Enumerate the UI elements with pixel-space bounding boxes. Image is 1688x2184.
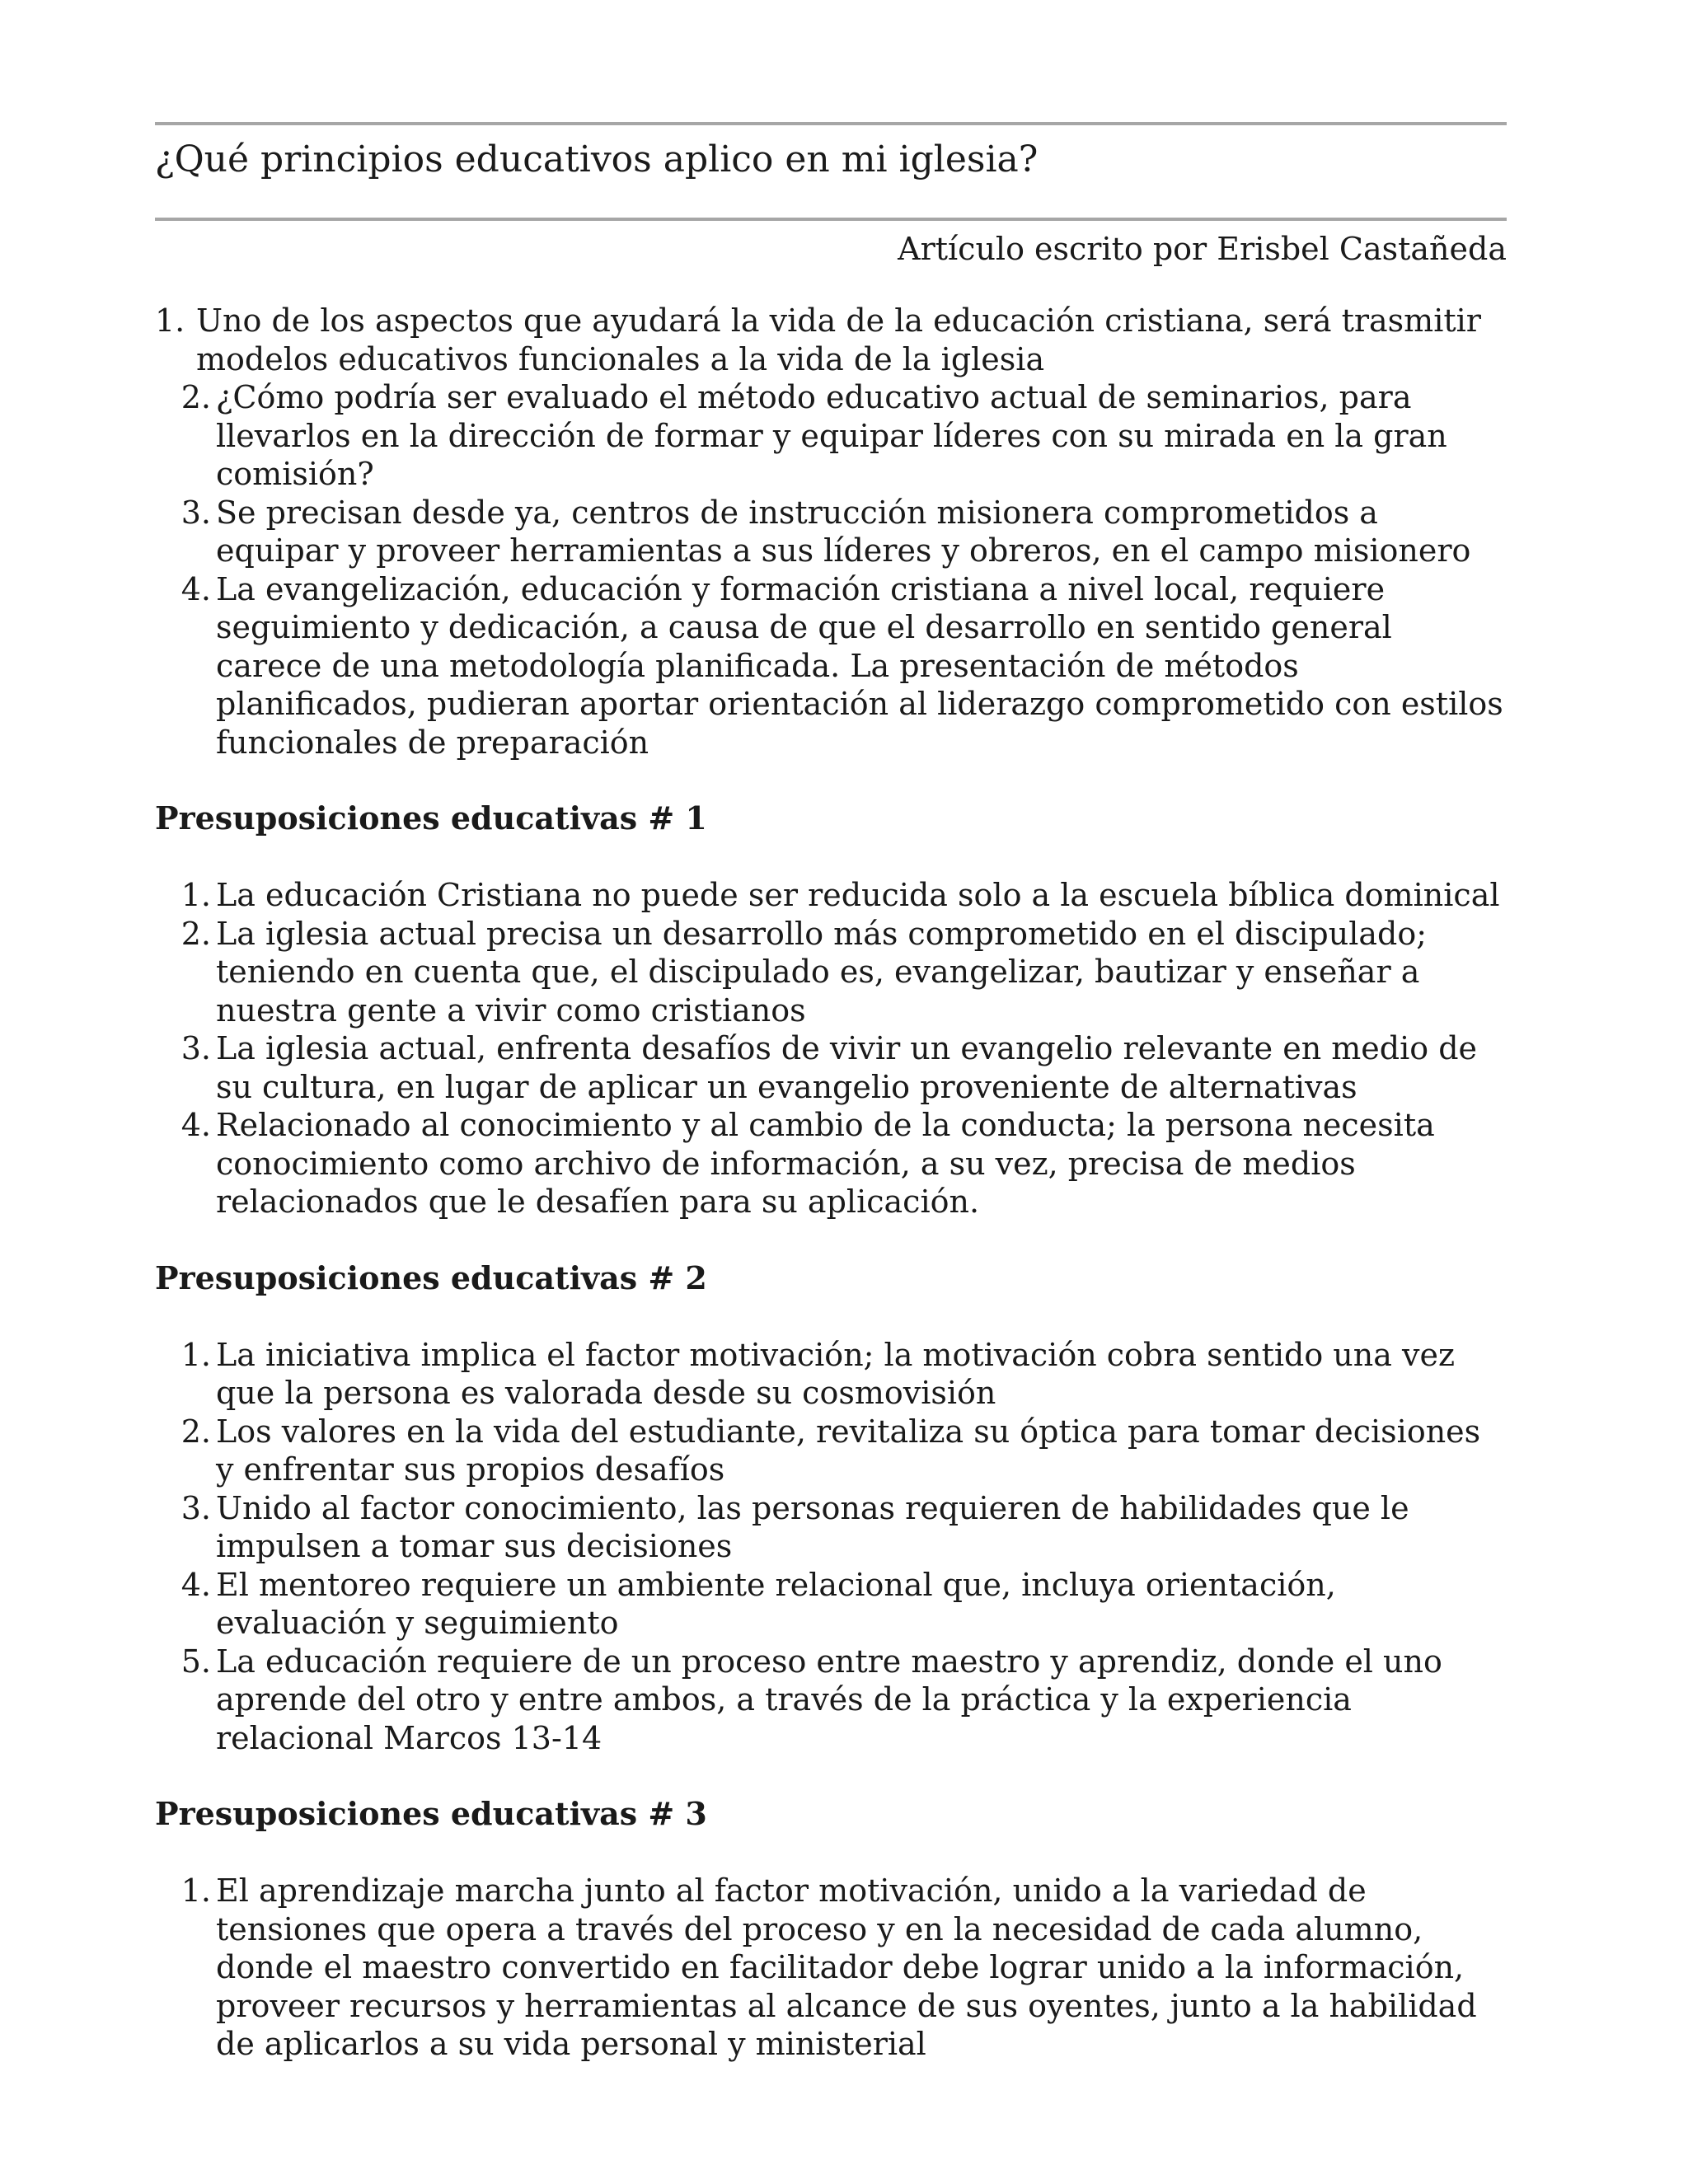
list-item-text: Uno de los aspectos que ayudará la vida de la educación cristiana, será trasmitir modelos educativos funcionales a la vida de la iglesia (196, 302, 1481, 377)
list-number: 5. (181, 1643, 211, 1680)
list-item-text: ¿Cómo podría ser evaluado el método educativo actual de seminarios, para llevarlos en la dirección de formar y equipar líderes con su mirada en la gran comisión? (216, 379, 1447, 492)
author-line: Artículo escrito por Erisbel Castañeda (898, 231, 1507, 267)
list-item (155, 1566, 1507, 1643)
list-item-text: El mentoreo requiere un ambiente relacional que, incluya orientación, evaluación y seguimiento (216, 1566, 1336, 1641)
section-heading: Presuposiciones educativas # 3 (155, 1795, 707, 1832)
list-item (155, 378, 1507, 494)
section-heading: Presuposiciones educativas # 1 (155, 799, 707, 837)
list-item-text: Se precisan desde ya, centros de instrucción misionera comprometidos a equipar y proveer herramientas a sus líderes y obreros, en el campo misionero (216, 494, 1471, 569)
list-item (155, 1029, 1507, 1106)
list-item (155, 1336, 1507, 1413)
list-item (155, 494, 1507, 570)
list-number: 2. (181, 1413, 211, 1450)
list-item (155, 1872, 1507, 2064)
list-item-text: El aprendizaje marcha junto al factor motivación, unido a la variedad de tensiones que opera a través del proceso y en la necesidad de cada alumno, donde el maestro convertido en facilitador debe lograr unido a la información, proveer recursos y herramientas al alcance de sus oyentes, junto a la habilidad de aplicarlos a su vida personal y ministerial (216, 1872, 1477, 2062)
section-list (155, 876, 1507, 1221)
section-heading: Presuposiciones educativas # 2 (155, 1258, 707, 1296)
list-number: 3. (181, 1489, 211, 1526)
list-number: 1. (155, 302, 185, 339)
list-item (155, 876, 1507, 915)
list-number: 3. (181, 494, 211, 531)
list-item (155, 1643, 1507, 1758)
list-item-text: Los valores en la vida del estudiante, revitaliza su óptica para tomar decisiones y enfrentar sus propios desafíos (216, 1413, 1481, 1488)
list-number: 4. (181, 570, 211, 607)
list-item-text: La educación Cristiana no puede ser reducida solo a la escuela bíblica dominical (216, 877, 1500, 913)
list-item (155, 570, 1507, 762)
list-number: 4. (181, 1566, 211, 1603)
list-item (155, 1489, 1507, 1566)
list-number: 2. (181, 379, 211, 415)
list-number: 3. (181, 1030, 211, 1066)
list-number: 4. (181, 1107, 211, 1143)
section-list (155, 1336, 1507, 1758)
intro-list (155, 302, 1507, 762)
list-item-text: La iglesia actual precisa un desarrollo más comprometido en el discipulado; teniendo en cuenta que, el discipulado es, evangelizar, bautizar y enseñar a nuestra gente a vivir como cristianos (216, 915, 1428, 1029)
list-item-text: La educación requiere de un proceso entre maestro y aprendiz, donde el uno aprende del otro y entre ambos, a través de la práctica y la experiencia relacional Marcos 13-14 (216, 1643, 1442, 1756)
list-item-text: Unido al factor conocimiento, las personas requieren de habilidades que le impulsen a tomar sus decisiones (216, 1489, 1409, 1564)
list-item-text: Relacionado al conocimiento y al cambio de la conducta; la persona necesita conocimiento como archivo de información, a su vez, precisa de medios relacionados que le desafíen para su aplicación. (216, 1107, 1435, 1220)
list-item (155, 915, 1507, 1030)
list-number: 1. (181, 877, 211, 913)
list-item (155, 1106, 1507, 1221)
list-number: 1. (181, 1336, 211, 1373)
list-item (155, 1413, 1507, 1489)
document-page (155, 122, 1507, 2064)
list-number: 1. (181, 1872, 211, 1909)
list-number: 2. (181, 915, 211, 952)
list-item-text: La iglesia actual, enfrenta desafíos de vivir un evangelio relevante en medio de su cultura, en lugar de aplicar un evangelio proveniente de alternativas (216, 1030, 1478, 1105)
list-item-text: La evangelización, educación y formación cristiana a nivel local, requiere seguimiento y dedicación, a causa de que el desarrollo en sentido general carece de una metodología planificada. La presentación de métodos planificados, pudieran aportar orientación al liderazgo comprometido con estilos funcionales de preparación (216, 570, 1503, 761)
list-item (155, 302, 1507, 378)
title-bottom-rule (155, 218, 1507, 221)
list-item-text: La iniciativa implica el factor motivación; la motivación cobra sentido una vez que la persona es valorada desde su cosmovisión (216, 1336, 1455, 1411)
document-title: ¿Qué principios educativos aplico en mi iglesia? (155, 138, 1039, 180)
section-list (155, 1872, 1507, 2064)
top-rule (155, 122, 1507, 125)
